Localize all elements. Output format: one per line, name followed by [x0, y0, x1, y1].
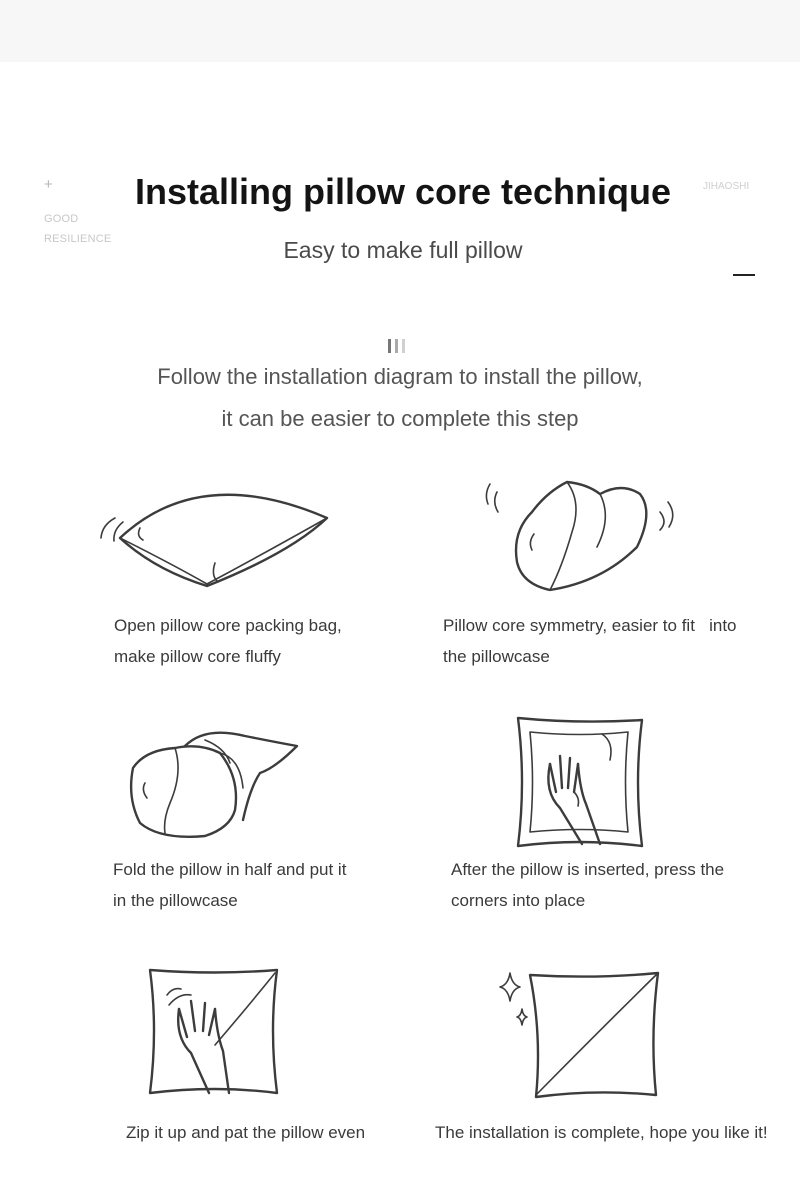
step-1-line-1: Open pillow core packing bag,	[114, 616, 342, 635]
step-5-line-1: Zip it up and pat the pillow even	[126, 1123, 366, 1142]
step-2-line-1: Pillow core symmetry, easier to fit into	[443, 616, 737, 635]
folded-pillow-icon	[482, 472, 682, 597]
side-note-resilience: RESILIENCE	[44, 233, 112, 245]
fluffy-pillow-icon	[95, 478, 335, 593]
step-3-caption	[113, 854, 346, 916]
step-2-caption	[443, 610, 737, 672]
pat-pillow-icon	[145, 965, 285, 1100]
pillow-into-case-icon	[125, 728, 305, 843]
step-3-line-2: in the pillowcase	[113, 891, 238, 910]
page-title: Installing pillow core technique	[134, 171, 672, 212]
press-corners-icon	[510, 712, 650, 852]
finished-pillow-icon	[500, 965, 665, 1100]
bars-icon	[388, 339, 409, 358]
brand-label: JIHAOSHI	[703, 181, 750, 192]
top-band	[0, 0, 800, 62]
step-1-line-2: make pillow core fluffy	[114, 647, 281, 666]
step-6-caption	[435, 1117, 768, 1148]
step-6-line-1: The installation is complete, hope you like it!	[435, 1123, 768, 1142]
page-subtitle: Easy to make full pillow	[283, 237, 523, 263]
step-3-line-1: Fold the pillow in half and put it	[113, 860, 347, 879]
intro-line-2: it can be easier to complete this step	[221, 406, 579, 431]
intro-line-1: Follow the installation diagram to install the pillow,	[157, 364, 643, 389]
side-note-good: GOOD	[44, 213, 79, 225]
step-4-line-1: After the pillow is inserted, press the	[451, 860, 725, 879]
plus-icon: +	[44, 176, 53, 193]
step-2-line-2: the pillowcase	[443, 647, 550, 666]
step-4-line-2: corners into place	[451, 891, 586, 910]
step-5-caption	[126, 1117, 365, 1148]
step-1-caption	[114, 610, 342, 672]
step-4-caption	[451, 854, 724, 916]
divider-dash	[733, 274, 755, 276]
